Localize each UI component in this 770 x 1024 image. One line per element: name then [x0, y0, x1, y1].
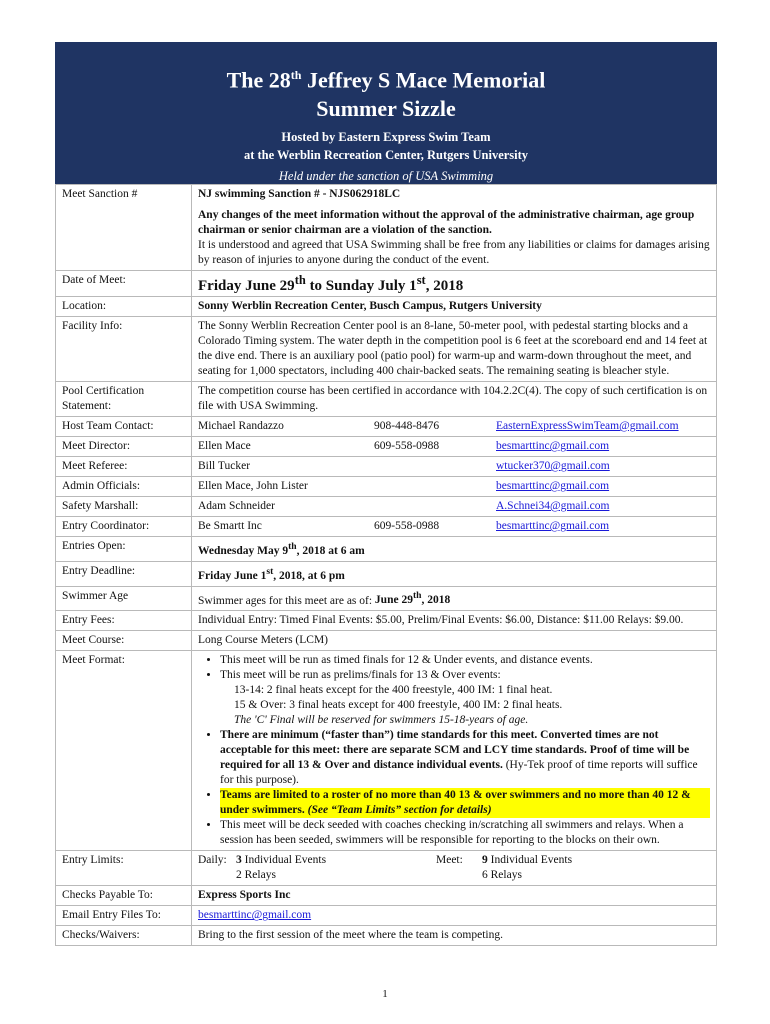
meet-format-list — [198, 653, 710, 848]
label-entry-deadline: Entry Deadline: — [56, 561, 192, 586]
row-contact — [56, 477, 717, 497]
entry-deadline-value: Friday June 1st, 2018, at 6 pm — [192, 561, 717, 586]
host-info: Hosted by Eastern Express Swim Team at the Werblin Recreation Center, Rutgers University — [243, 130, 529, 163]
contact-name: Ellen Mace — [198, 440, 251, 452]
list-item: • There are minimum (“faster than”) time standards for this meet. Converted times are not acceptable for this meet: there are separate SCM and LCY time standards. Proof of time will be required for all 13 & Over and distance individual events. (Hy-Tek proof of time reports will suffice for this purpose). — [220, 728, 710, 788]
contact-name: Ellen Mace, John Lister — [198, 480, 308, 492]
row-date — [56, 271, 717, 297]
label-contact: Meet Referee: — [56, 457, 192, 477]
entry-fees-value: Individual Entry: Timed Final Events: $5.00, Prelim/Final Events: $6.00, Distance: $11.00 Relays: $9.00. — [192, 611, 717, 631]
label-meet-format: Meet Format: — [56, 651, 192, 851]
row-contact — [56, 417, 717, 437]
page-number: 1 — [382, 988, 388, 1000]
label-contact: Meet Director: — [56, 437, 192, 457]
label-date: Date of Meet: — [56, 271, 192, 297]
row-checks-waivers — [56, 926, 717, 946]
team-limit-highlight: • Teams are limited to a roster of no more than 40 13 & over swimmers and no more than 40 12 & under swimmers. (See “Team Limits” section for details) — [220, 788, 710, 818]
label-sanction: Meet Sanction # — [56, 185, 192, 271]
entry-limits-grid — [198, 853, 710, 883]
row-email-entry — [56, 906, 717, 926]
contact-email-link[interactable]: besmarttinc@gmail.com — [496, 480, 610, 492]
row-entries-open — [56, 537, 717, 562]
meet-dates: Friday June 29th to Sunday July 1st, 2018 — [192, 271, 717, 297]
meet-title-line2: Summer Sizzle — [316, 96, 456, 122]
sanction-warning: Any changes of the meet information without the approval of the administrative chairman, age group chairman or senior chairman are a violation of the sanction. — [198, 209, 695, 236]
meet-course-value: Long Course Meters (LCM) — [192, 631, 717, 651]
location-value: Sonny Werblin Recreation Center, Busch Campus, Rutgers University — [192, 297, 717, 317]
entry-email-link[interactable]: besmarttinc@gmail.com — [198, 909, 312, 922]
contact-phone: 609-558-0988 — [374, 520, 440, 532]
row-location — [56, 297, 717, 317]
checks-waivers-value: Bring to the first session of the meet where the team is competing. — [192, 926, 717, 946]
contact-phone — [374, 479, 496, 494]
label-entry-fees: Entry Fees: — [56, 611, 192, 631]
contact-name: Bill Tucker — [198, 460, 251, 472]
daily-label: Daily: — [198, 854, 227, 867]
contact-email-link[interactable]: wtucker370@gmail.com — [496, 460, 610, 472]
meet-limits: 9 Individual Events 6 Relays — [482, 854, 573, 882]
contact-email-link[interactable]: besmarttinc@gmail.com — [496, 440, 610, 452]
label-facility: Facility Info: — [56, 317, 192, 382]
contact-phone — [374, 499, 496, 514]
label-location: Location: — [56, 297, 192, 317]
label-contact: Entry Coordinator: — [56, 517, 192, 537]
list-item: • This meet will be run as timed finals for 12 & Under events, and distance events. — [220, 653, 710, 668]
row-entry-fees — [56, 611, 717, 631]
row-entry-deadline — [56, 561, 717, 586]
label-swimmer-age: Swimmer Age — [56, 586, 192, 611]
checks-payable-value: Express Sports Inc — [192, 886, 717, 906]
swimmer-age-value: Swimmer ages for this meet are as of: June 29th, 2018 — [192, 586, 717, 611]
final-heats-15over: 15 & Over: 3 final heats except for 400 freestyle, 400 IM: 2 final heats. — [234, 699, 563, 712]
row-entry-limits — [56, 851, 717, 886]
contact-email-link[interactable]: EasternExpressSwimTeam@gmail.com — [496, 420, 679, 432]
label-checks-payable: Checks Payable To: — [56, 886, 192, 906]
meet-info-table — [55, 184, 717, 946]
c-final-note: The 'C' Final will be reserved for swimmers 15-18-years of age. — [234, 714, 529, 727]
contact-phone — [374, 459, 496, 474]
contact-name: Be Smartt Inc — [198, 520, 262, 532]
label-pool-cert: Pool Certification Statement: — [56, 382, 192, 417]
contact-email-link[interactable]: besmarttinc@gmail.com — [496, 520, 610, 532]
label-contact: Admin Officials: — [56, 477, 192, 497]
pool-cert-value: The competition course has been certified in accordance with 104.2.2C(4). The copy of such certification is on file with USA Swimming. — [192, 382, 717, 417]
label-entries-open: Entries Open: — [56, 537, 192, 562]
label-checks-waivers: Checks/Waivers: — [56, 926, 192, 946]
row-checks-payable — [56, 886, 717, 906]
row-pool-cert — [56, 382, 717, 417]
row-contact — [56, 497, 717, 517]
contact-email-link[interactable]: A.Schnei34@gmail.com — [496, 500, 610, 512]
entries-open-value: Wednesday May 9th, 2018 at 6 am — [192, 537, 717, 562]
row-sanction — [56, 185, 717, 271]
label-entry-limits: Entry Limits: — [56, 851, 192, 886]
label-contact: Safety Marshall: — [56, 497, 192, 517]
row-contact — [56, 437, 717, 457]
daily-limits: 3 Individual Events 2 Relays — [236, 854, 327, 882]
row-swimmer-age — [56, 586, 717, 611]
contact-name: Michael Randazzo — [198, 420, 284, 432]
meet-title: The 28th Jeffrey S Mace Memorial Summer Sizzle — [226, 67, 546, 122]
meet-label: Meet: — [436, 854, 463, 867]
contact-phone: 908-448-8476 — [374, 420, 440, 432]
final-heats-1314: 13-14: 2 final heats except for the 400 freestyle, 400 IM: 1 final heat. — [234, 684, 553, 697]
label-contact: Host Team Contact: — [56, 417, 192, 437]
contact-phone: 609-558-0988 — [374, 440, 440, 452]
contact-name: Adam Schneider — [198, 500, 275, 512]
row-contact — [56, 457, 717, 477]
list-item: • This meet will be deck seeded with coaches checking in/scratching all swimmers and relays. When a session has been seeded, swimmers will be responsible for reporting to the blocks on their own. — [220, 818, 710, 848]
row-contact — [56, 517, 717, 537]
meet-header — [55, 42, 717, 184]
list-item: • This meet will be run as prelims/finals for 13 & Over events: 13-14: 2 final heats except for the 400 freestyle, 400 IM: 1 final heat. 15 & Over: 3 final heats except for 400 freestyle, 400 IM: 2 final heats. The 'C' Final will be reserved for swimmers 15-18-years of age. — [220, 668, 710, 728]
facility-value: The Sonny Werblin Recreation Center pool is an 8-lane, 50-meter pool, with pedestal starting blocks and a Colorado Timing system. The water depth in the competition pool is 6 feet at the scoreboard end and 14 feet at the dive end. There is an auxiliary pool (patio pool) for warm-up and warm-down throughout the meet, and seating for 1,000 spectators, including 400 chair-backed seats. The remaining seating is bleacher style. — [192, 317, 717, 382]
sanction-statement: Held under the sanction of USA Swimming — [278, 169, 494, 184]
row-meet-format — [56, 651, 717, 851]
label-email-entry: Email Entry Files To: — [56, 906, 192, 926]
label-meet-course: Meet Course: — [56, 631, 192, 651]
liability-statement: It is understood and agreed that USA Swimming shall be free from any liabilities or claims for damages arising by reason of injuries to anyone during the conduct of the event. — [198, 239, 710, 266]
row-meet-course — [56, 631, 717, 651]
sanction-number: NJ swimming Sanction # - NJS062918LC — [198, 188, 401, 200]
meet-info-page — [55, 42, 717, 946]
row-facility — [56, 317, 717, 382]
